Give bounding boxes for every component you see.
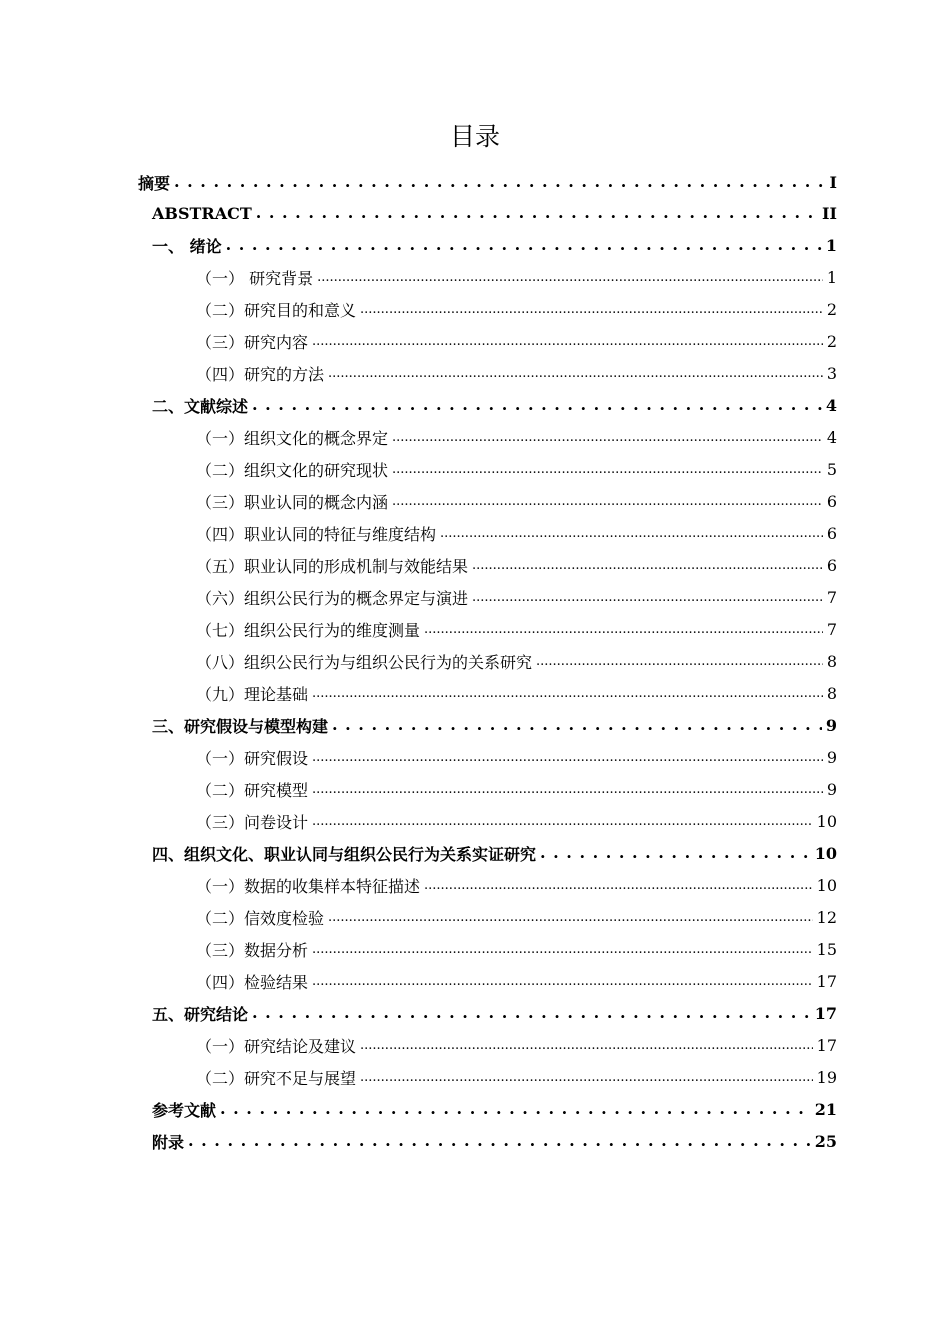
toc-page-number: 9 [826, 779, 837, 799]
toc-leader [312, 811, 813, 831]
toc-entry-title: 一、 绪论 [152, 236, 222, 256]
toc-entry[interactable] [196, 613, 837, 645]
toc-leader [312, 683, 823, 703]
toc-entry-title: （九）理论基础 [196, 684, 309, 704]
toc-entry-title: （五）职业认同的形成机制与效能结果 [196, 556, 469, 576]
toc-leader [392, 427, 823, 447]
toc-entry[interactable] [152, 997, 837, 1029]
toc-page-number: 17 [816, 1035, 837, 1055]
toc-leader [392, 459, 823, 479]
toc-page-number: 9 [826, 747, 837, 767]
toc-leader [328, 363, 823, 383]
toc-leader [312, 779, 823, 799]
toc-leader [312, 747, 823, 767]
toc-page-number: 12 [816, 907, 837, 927]
toc-entry-title: （一）研究结论及建议 [196, 1036, 357, 1056]
toc-entry-title: 三、研究假设与模型构建 [152, 716, 329, 736]
toc-leader [312, 939, 813, 959]
toc-entry[interactable] [196, 965, 837, 997]
toc-page-number: 10 [814, 843, 837, 863]
toc-page-number: 7 [826, 587, 837, 607]
toc-entry[interactable] [196, 933, 837, 965]
toc-entry-title: （二）研究不足与展望 [196, 1068, 357, 1088]
toc-page-number: 15 [816, 939, 837, 959]
toc-page-number: 6 [826, 555, 837, 575]
toc-page-number: 10 [816, 811, 837, 831]
toc-page-number: 1 [825, 235, 837, 255]
toc-entry[interactable] [152, 389, 837, 421]
toc-entry[interactable] [196, 421, 837, 453]
toc-entry[interactable] [138, 166, 837, 198]
toc-entry[interactable] [196, 261, 837, 293]
toc-entry[interactable] [196, 901, 837, 933]
toc-page-number: I [829, 172, 837, 192]
toc-page-number: 1 [826, 267, 837, 287]
toc-leader [440, 523, 823, 543]
toc-entry[interactable] [152, 197, 837, 229]
toc-entry-title: （一）数据的收集样本特征描述 [196, 876, 421, 896]
toc-page-number: 17 [816, 971, 837, 991]
toc-entry[interactable] [196, 293, 837, 325]
toc-entry[interactable] [196, 325, 837, 357]
toc-page-number: 2 [826, 299, 837, 319]
toc-leader [317, 267, 823, 287]
toc-page-number: 21 [814, 1099, 837, 1119]
toc-leader [536, 651, 823, 671]
toc-entry[interactable] [196, 741, 837, 773]
toc-page-number: 6 [826, 491, 837, 511]
toc-leader [540, 844, 811, 862]
toc-entry-title: （四）研究的方法 [196, 364, 325, 384]
toc-leader [220, 1100, 811, 1118]
toc-leader [174, 173, 826, 191]
toc-page-number: II [822, 203, 837, 223]
toc-page-number: 9 [825, 715, 837, 735]
page-title: 目录 [449, 122, 500, 151]
toc-entry-title: 四、组织文化、职业认同与组织公民行为关系实证研究 [152, 844, 537, 864]
toc-entry[interactable] [196, 485, 837, 517]
toc-page-number: 8 [826, 651, 837, 671]
toc-entry[interactable] [196, 453, 837, 485]
toc-entry-title: （七）组织公民行为的维度测量 [196, 620, 421, 640]
toc-page-number: 25 [814, 1131, 837, 1151]
toc-entry[interactable] [196, 869, 837, 901]
toc-entry-title: （八）组织公民行为与组织公民行为的关系研究 [196, 652, 533, 672]
toc-entry[interactable] [196, 549, 837, 581]
toc-leader [424, 875, 813, 895]
toc-leader [188, 1132, 811, 1150]
toc-entry-title: （二）研究目的和意义 [196, 300, 357, 320]
toc-entry-title: （六）组织公民行为的概念界定与演进 [196, 588, 469, 608]
toc-leader [312, 331, 823, 351]
toc-entry-title: （三）研究内容 [196, 332, 309, 352]
toc-leader [472, 555, 823, 575]
toc-entry-title: （三）数据分析 [196, 940, 309, 960]
toc-page-number: 2 [826, 331, 837, 351]
toc-leader [424, 619, 823, 639]
toc-entry[interactable] [152, 709, 837, 741]
toc-leader [328, 907, 813, 927]
toc-entry[interactable] [196, 645, 837, 677]
toc-entry-title: 五、研究结论 [152, 1004, 249, 1024]
toc-leader [256, 204, 818, 222]
toc-entry-title: （一） 研究背景 [196, 268, 314, 288]
toc-entry-title: （一）组织文化的概念界定 [196, 428, 389, 448]
toc-entry-title: （二）信效度检验 [196, 908, 325, 928]
toc-leader [360, 1067, 813, 1087]
toc-entry-title: （三）问卷设计 [196, 812, 309, 832]
toc-entry[interactable] [196, 805, 837, 837]
toc-entry[interactable] [152, 1125, 837, 1157]
toc-page-number: 4 [826, 427, 837, 447]
toc-leader [392, 491, 823, 511]
toc-entry-title: （二）研究模型 [196, 780, 309, 800]
toc-entry[interactable] [152, 837, 837, 869]
toc-page-number: 19 [816, 1067, 837, 1087]
toc-leader [472, 587, 823, 607]
toc-entry[interactable] [196, 517, 837, 549]
toc-page-number: 4 [825, 395, 837, 415]
toc-page-number: 6 [826, 523, 837, 543]
toc-entry[interactable] [196, 581, 837, 613]
toc-entry[interactable] [196, 1061, 837, 1093]
toc-entry-title: ABSTRACT [152, 203, 252, 223]
toc-page-number: 17 [814, 1003, 837, 1023]
toc-page-number: 10 [816, 875, 837, 895]
toc-leader [360, 299, 823, 319]
toc-leader [360, 1035, 813, 1055]
toc-page-number: 8 [826, 683, 837, 703]
toc-entry[interactable] [196, 1029, 837, 1061]
toc-leader [226, 236, 822, 254]
toc-page-number: 5 [826, 459, 837, 479]
toc-entry-title: （四）检验结果 [196, 972, 309, 992]
toc-leader [252, 1004, 811, 1022]
toc-entry-title: （四）职业认同的特征与维度结构 [196, 524, 437, 544]
toc-entry[interactable] [196, 357, 837, 389]
toc-page-number: 7 [826, 619, 837, 639]
toc-entry-title: 二、文献综述 [152, 396, 249, 416]
toc-entry[interactable] [196, 773, 837, 805]
toc-page-number: 3 [826, 363, 837, 383]
toc-entry-title: 附录 [152, 1132, 185, 1152]
toc-entry[interactable] [152, 1093, 837, 1125]
toc-entry-title: （二）组织文化的研究现状 [196, 460, 389, 480]
toc-leader [332, 716, 822, 734]
toc-leader [252, 396, 822, 414]
toc-entry-title: （三）职业认同的概念内涵 [196, 492, 389, 512]
toc-entry[interactable] [152, 229, 837, 261]
toc-entry-title: （一）研究假设 [196, 748, 309, 768]
toc-entry[interactable] [196, 677, 837, 709]
toc-entry-title: 参考文献 [152, 1100, 217, 1120]
toc-leader [312, 971, 813, 991]
toc-entry-title: 摘要 [138, 173, 171, 193]
